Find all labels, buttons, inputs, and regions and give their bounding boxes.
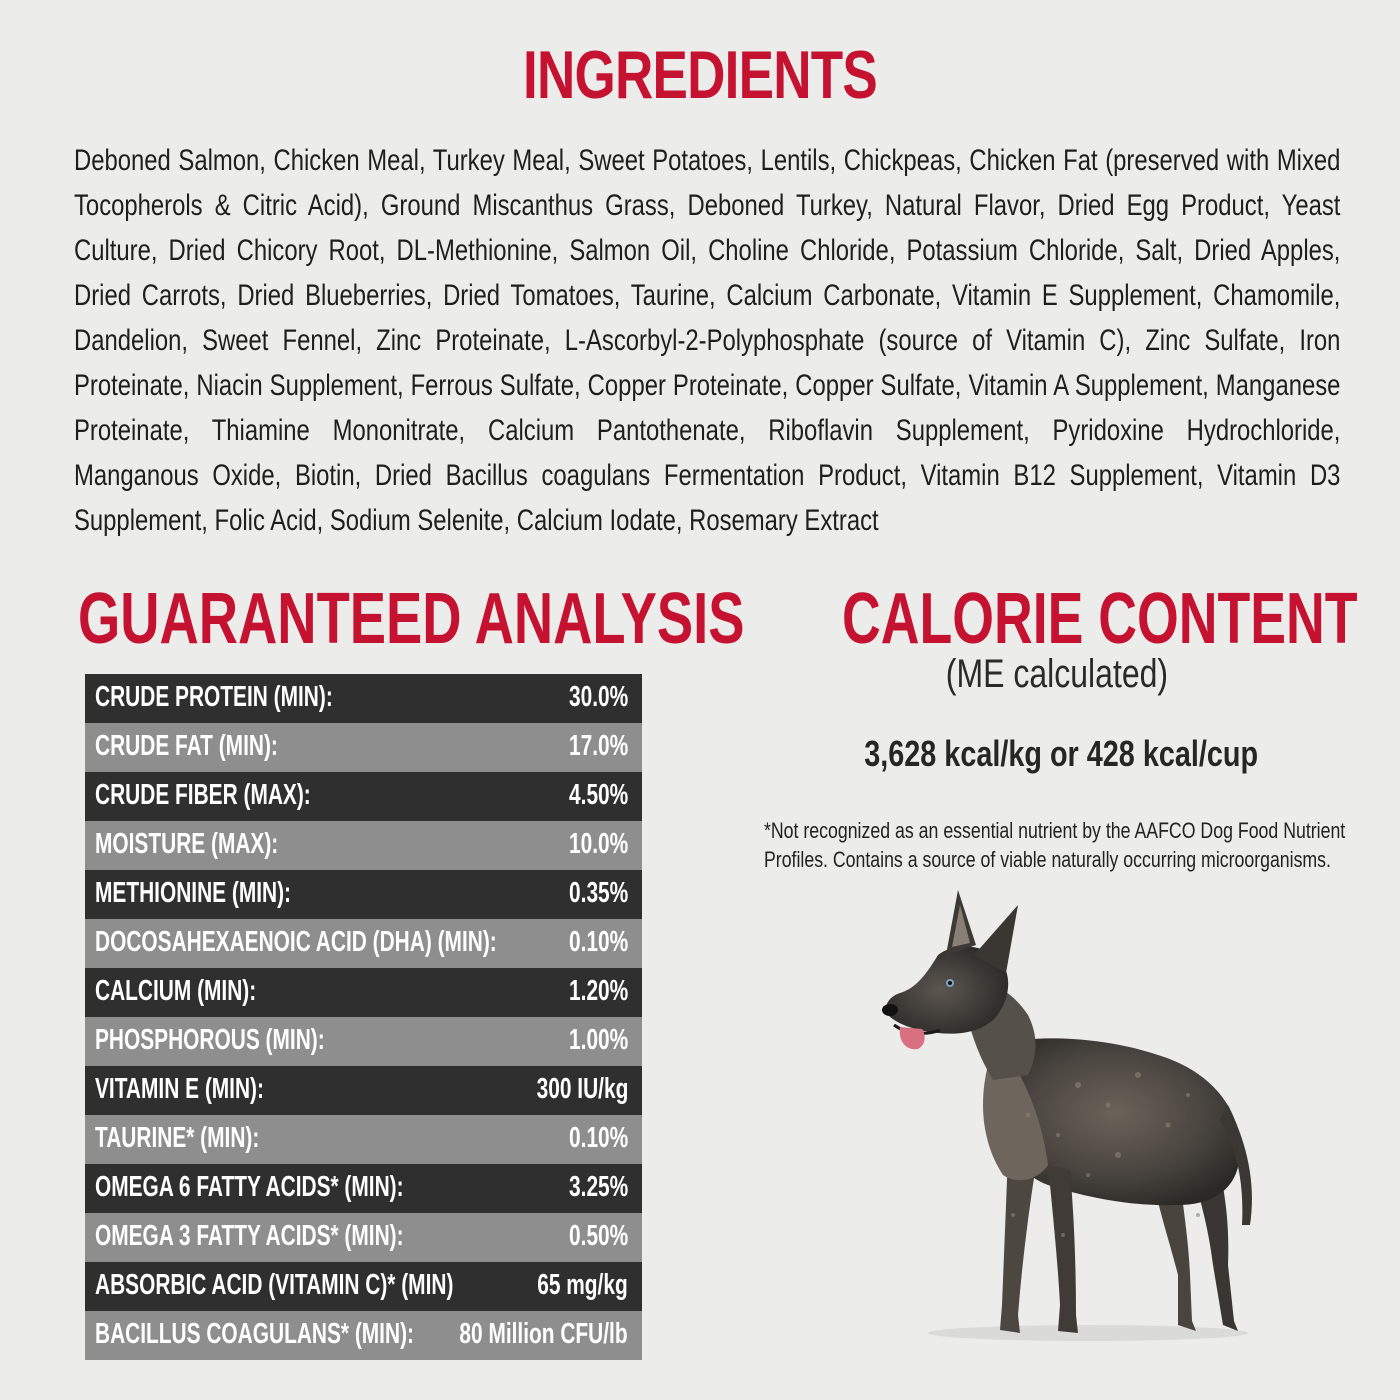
nutrient-label: METHIONINE (MIN): [95, 877, 292, 909]
nutrient-value: 1.20% [568, 975, 628, 1007]
table-row [85, 1164, 642, 1213]
nutrient-label: PHOSPHOROUS (MIN): [95, 1024, 325, 1056]
calorie-value [0, 733, 1400, 775]
nutrient-value: 0.50% [568, 1220, 628, 1252]
nutrient-label: MOISTURE (MAX): [95, 828, 279, 860]
nutrient-label: OMEGA 6 FATTY ACIDS* (MIN): [95, 1171, 404, 1203]
guaranteed-analysis-table [85, 674, 642, 1360]
table-row [85, 1311, 642, 1360]
nutrient-label: CRUDE PROTEIN (MIN): [95, 681, 333, 713]
nutrient-label: CRUDE FAT (MIN): [95, 730, 278, 762]
nutrient-label: OMEGA 3 FATTY ACIDS* (MIN): [95, 1220, 404, 1252]
table-row [85, 1017, 642, 1066]
nutrient-value: 0.10% [568, 926, 628, 958]
table-row [85, 870, 642, 919]
nutrient-label: TAURINE* (MIN): [95, 1122, 260, 1154]
table-row [85, 1066, 642, 1115]
table-row [85, 1115, 642, 1164]
calorie-content-title: CALORIE CONTENT [842, 579, 1358, 659]
calorie-value-text: 3,628 kcal/kg or 428 kcal/cup [864, 733, 1259, 774]
dog-photo-icon [878, 885, 1268, 1345]
nutrient-value: 4.50% [568, 779, 628, 811]
nutrient-value: 17.0% [568, 730, 628, 762]
nutrient-value: 0.35% [568, 877, 628, 909]
nutrient-value: 10.0% [568, 828, 628, 860]
nutrient-label: VITAMIN E (MIN): [95, 1073, 264, 1105]
calorie-content-subtitle [0, 652, 1400, 697]
ingredients-list: Deboned Salmon, Chicken Meal, Turkey Meal, Sweet Potatoes, Lentils, Chickpeas, Chicken Fat (preserved with Mixed Tocopherols & Citric Acid), Ground Miscanthus Grass, Deboned Turkey, Natural Flavor, Dried Egg Product, Yeast Culture, Dried Chicory Root, DL-Methionine, Salmon Oil, Choline Chloride, Potassium Chloride, Salt, Dried Apples, Dried Carrots, Dried Blueberries, Dried Tomatoes, Taurine, Calcium Carbonate, Vitamin E Supplement, Chamomile, Dandelion, Sweet Fennel, Zinc Proteinate, L-Ascorbyl-2-Polyphosphate (source of Vitamin C), Zinc Sulfate, Iron Proteinate, Niacin Supplement, Ferrous Sulfate, Copper Proteinate, Copper Sulfate, Vitamin A Supplement, Manganese Proteinate, Thiamine Mononitrate, Calcium Pantothenate, Riboflavin Supplement, Pyridoxine Hydrochloride, Manganous Oxide, Biotin, Dried Bacillus coagulans Fermentation Product, Vitamin B12 Supplement, Vitamin D3 Supplement, Folic Acid, Sodium Selenite, Calcium Iodate, Rosemary Extract [74, 144, 1341, 537]
footnote: *Not recognized as an essential nutrient by the AAFCO Dog Food Nutrient Profiles. Contains a source of viable naturally occurring microorganisms. [764, 818, 1346, 872]
guaranteed-analysis-title: GUARANTEED ANALYSIS [78, 579, 745, 659]
table-row [85, 919, 642, 968]
nutrient-value: 3.25% [568, 1171, 628, 1203]
table-row [85, 821, 642, 870]
nutrient-value: 0.10% [568, 1122, 628, 1154]
calorie-subtitle-text: (ME calculated) [945, 652, 1168, 696]
nutrient-value: 1.00% [568, 1024, 628, 1056]
nutrient-label: ABSORBIC ACID (VITAMIN C)* (MIN) [95, 1269, 454, 1301]
nutrient-value: 65 mg/kg [537, 1269, 628, 1301]
nutrient-value: 30.0% [568, 681, 628, 713]
nutrient-value: 300 IU/kg [536, 1073, 628, 1105]
nutrient-label: BACILLUS COAGULANS* (MIN): [95, 1318, 414, 1350]
nutrient-value: 80 Million CFU/lb [459, 1318, 628, 1350]
table-row [85, 1262, 642, 1311]
table-row [85, 968, 642, 1017]
table-row [85, 1213, 642, 1262]
nutrient-label: DOCOSAHEXAENOIC ACID (DHA) (MIN): [95, 926, 497, 958]
table-row [85, 772, 642, 821]
nutrient-label: CALCIUM (MIN): [95, 975, 257, 1007]
ingredients-title: INGREDIENTS [523, 37, 877, 113]
nutrient-label: CRUDE FIBER (MAX): [95, 779, 311, 811]
